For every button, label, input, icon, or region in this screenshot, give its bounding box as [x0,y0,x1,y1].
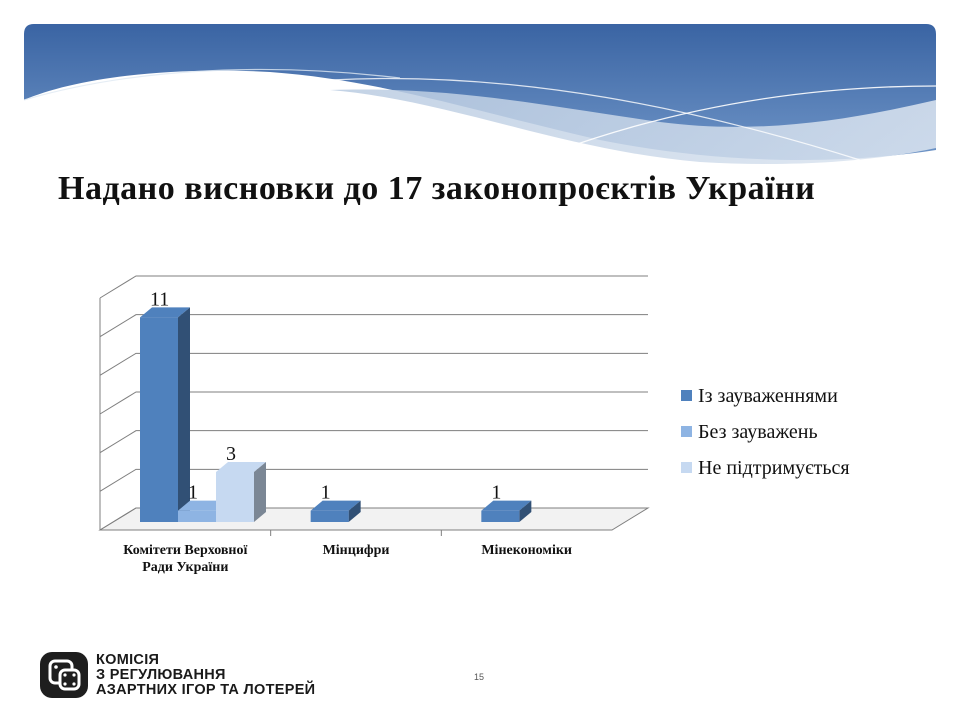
category-label: Мінекономіки [481,543,572,558]
bar [481,511,519,522]
logo-line-3: АЗАРТНИХ ІГОР ТА ЛОТЕРЕЙ [96,682,316,698]
logo-text [96,653,315,698]
bar [178,511,216,522]
legend-label: Із зауваженнями [698,385,838,407]
bar [311,511,349,522]
legend-swatch [681,426,692,437]
dice-logo-icon [38,650,90,700]
data-label: 11 [150,288,170,311]
data-label: 3 [226,443,236,465]
legend-label: Не підтримується [698,457,850,479]
data-label: 1 [320,481,331,504]
page-number: 15 [474,672,485,682]
legend-swatch [681,462,692,473]
data-label: 1 [188,481,198,504]
logo-line-1: КОМІСІЯ [96,652,160,668]
slide-title: Надано висновки до 17 законопроєктів України [58,170,816,207]
logo-line-2: З РЕГУЛЮВАННЯ [96,667,226,683]
gridline [100,276,648,298]
bar [140,317,178,522]
legend-swatch [681,390,692,401]
legend-label: Без зауважень [698,421,818,443]
commission-logo [38,650,358,704]
category-label: Ради України [142,560,229,575]
bar-side [254,462,266,522]
bar [216,472,254,522]
category-label: Мінцифри [322,543,390,558]
category-label: Комітети Верховної [123,543,248,558]
data-label: 1 [491,481,502,504]
